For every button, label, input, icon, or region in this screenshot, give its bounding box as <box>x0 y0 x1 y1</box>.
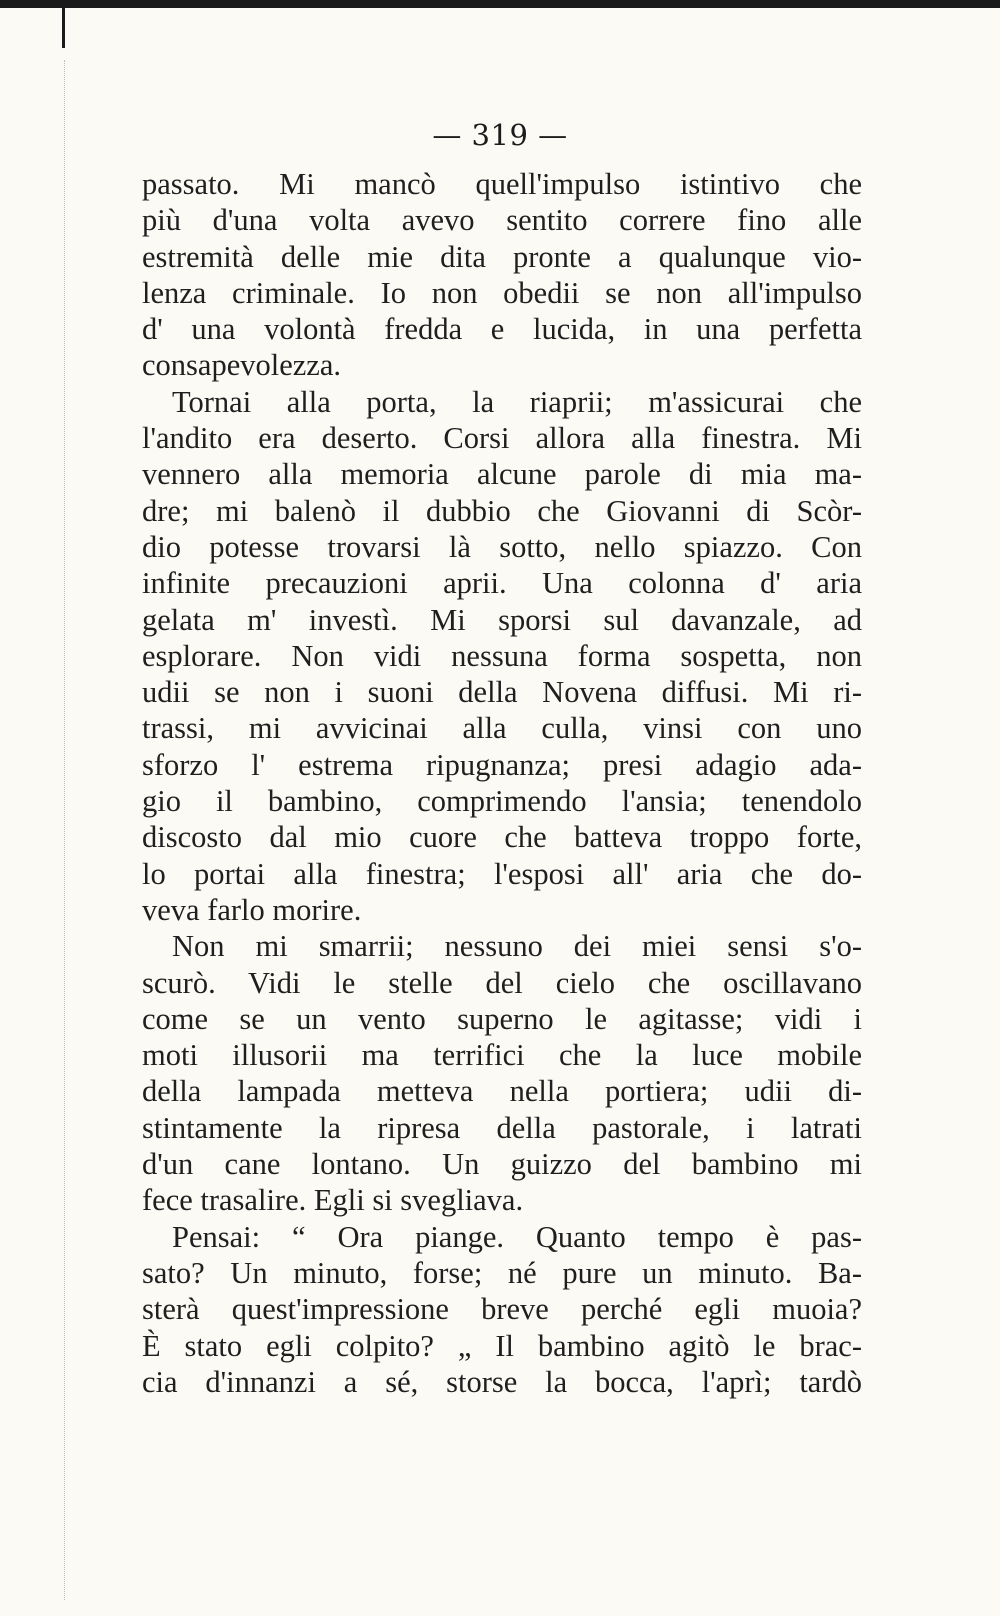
text-line: Tornai alla porta, la riaprii; m'assicurai che <box>172 384 862 419</box>
text-line: scurò. Vidi le stelle del cielo che oscillavano <box>142 965 862 1000</box>
text-line: È stato egli colpito? „ Il bambino agitò le brac- <box>142 1328 862 1363</box>
text-line: lo portai alla finestra; l'esposi all' aria che do- <box>142 856 862 891</box>
text-line: trassi, mi avvicinai alla culla, vinsi con uno <box>142 711 862 746</box>
text-line: sato? Un minuto, forse; né pure un minuto. Ba- <box>142 1255 862 1290</box>
text-line: sterà quest'impressione breve perché egli muoia? <box>142 1292 862 1327</box>
text-line: l'andito era deserto. Corsi allora alla finestra. Mi <box>142 421 862 456</box>
text-line: più d'una volta avevo sentito correre fino alle <box>142 203 862 238</box>
text-line: cia d'innanzi a sé, storse la bocca, l'aprì; tardò <box>142 1364 862 1399</box>
text-line: vennero alla memoria alcune parole di mia ma- <box>142 457 862 492</box>
text-line: moti illusorii ma terrifici che la luce mobile <box>142 1038 862 1073</box>
text-line: Non mi smarrii; nessuno dei miei sensi s'o- <box>172 929 862 964</box>
text-line: infinite precauzioni aprii. Una colonna d' aria <box>142 566 862 601</box>
text-line: stintamente la ripresa della pastorale, i latrati <box>142 1110 862 1145</box>
text-line: gio il bambino, comprimendo l'ansia; tenendolo <box>142 784 862 819</box>
text-line: gelata m' investì. Mi sporsi sul davanzale, ad <box>142 602 862 637</box>
text-line: consapevolezza. <box>142 348 341 383</box>
text-line: discosto dal mio cuore che batteva troppo forte, <box>142 820 862 855</box>
text-line: sforzo l' estrema ripugnanza; presi adagio ada- <box>142 747 862 782</box>
text-line: lenza criminale. Io non obedii se non all'impulso <box>142 275 862 310</box>
text-line: d' una volontà fredda e lucida, in una perfetta <box>142 312 862 347</box>
text-line: dio potesse trovarsi là sotto, nello spiazzo. Con <box>142 529 862 564</box>
text-line: esplorare. Non vidi nessuna forma sospetta, non <box>142 638 862 673</box>
page-number: — 319 — <box>432 118 568 152</box>
text-line: d'un cane lontano. Un guizzo del bambino mi <box>142 1147 862 1182</box>
text-line: estremità delle mie dita pronte a qualunque vio- <box>142 239 862 274</box>
text-line: fece trasalire. Egli si svegliava. <box>142 1183 524 1218</box>
text-line: Pensai: “ Ora piange. Quanto tempo è pas- <box>172 1219 862 1254</box>
page-top-edge <box>0 0 1000 8</box>
gutter-marks <box>64 60 67 1600</box>
text-line: dre; mi balenò il dubbio che Giovanni di Scòr- <box>142 493 862 528</box>
text-line: udii se non i suoni della Novena diffusi. Mi ri- <box>142 675 862 710</box>
text-line: come se un vento superno le agitasse; vidi i <box>142 1001 862 1036</box>
body-text <box>142 166 862 1400</box>
text-line: passato. Mi mancò quell'impulso istintivo che <box>142 167 862 201</box>
text-line: veva farlo morire. <box>142 892 362 927</box>
text-line: della lampada metteva nella portiera; udii di- <box>142 1074 862 1109</box>
page-left-edge <box>62 0 65 48</box>
